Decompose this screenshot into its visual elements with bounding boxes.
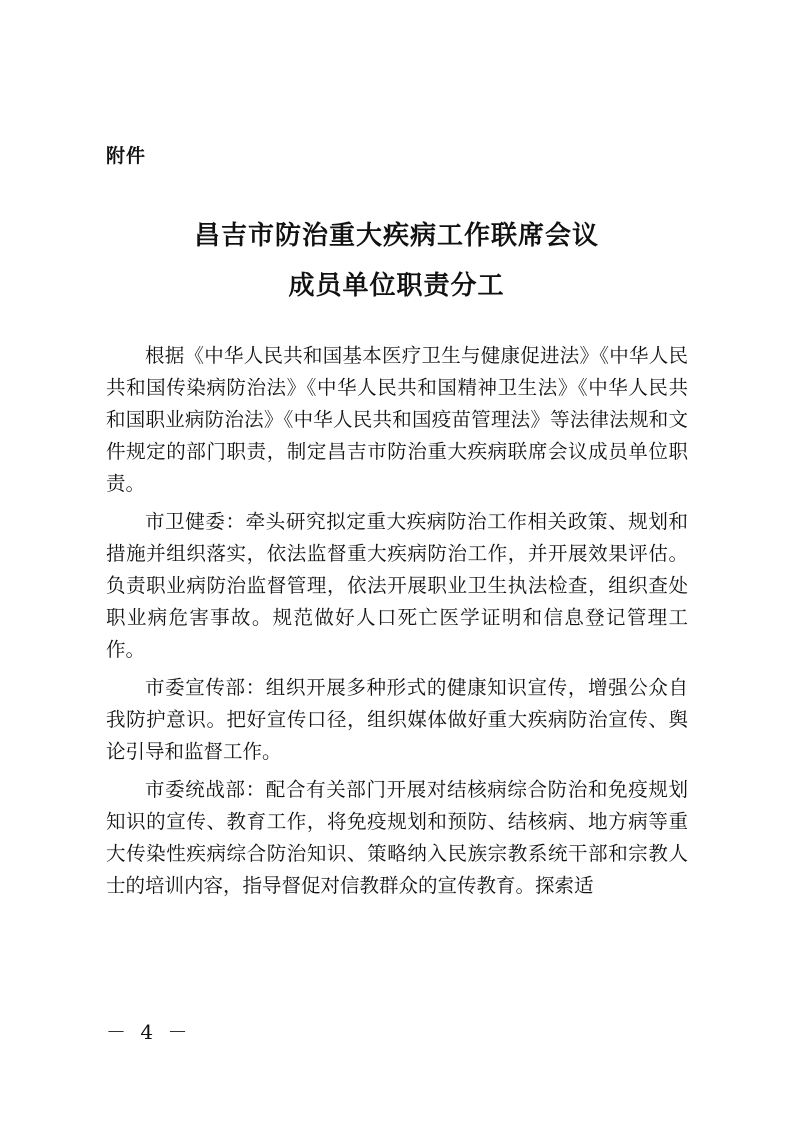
paragraph-united-front-department: 市委统战部：配合有关部门开展对结核病综合防治和免疫规划知识的宣传、教育工作，将免疫规划和预防、结核病、地方病等重大传染性疾病综合防治知识、策略纳入民族宗教系统干部和宗教人士的培训内容，指导督促对信教群众的宣传教育。探索适 <box>106 778 688 897</box>
document-body <box>106 340 688 908</box>
document-title-line-2: 成员单位职责分工 <box>288 271 505 301</box>
document-title-line-1: 昌吉市防治重大疾病工作联席会议 <box>193 221 599 251</box>
page-number: － 4 － <box>106 1020 192 1044</box>
attachment-label: 附件 <box>106 145 147 167</box>
paragraph-health-commission: 市卫健委：牵头研究拟定重大疾病防治工作相关政策、规划和措施并组织落实，依法监督重大疾病防治工作，并开展效果评估。负责职业病防治监督管理，依法开展职业卫生执法检查，组织查处职业病危害事故。规范做好人口死亡医学证明和信息登记管理工作。 <box>106 510 688 661</box>
paragraph-publicity-department: 市委宣传部：组织开展多种形式的健康知识宣传，增强公众自我防护意识。把好宣传口径，组织媒体做好重大疾病防治宣传、舆论引导和监督工作。 <box>106 676 688 763</box>
paragraph-intro: 根据《中华人民共和国基本医疗卫生与健康促进法》《中华人民共和国传染病防治法》《中华人民共和国精神卫生法》《中华人民共和国职业病防治法》《中华人民共和国疫苗管理法》等法律法规和文件规定的部门职责，制定昌吉市防治重大疾病联席会议成员单位职责。 <box>106 344 688 495</box>
